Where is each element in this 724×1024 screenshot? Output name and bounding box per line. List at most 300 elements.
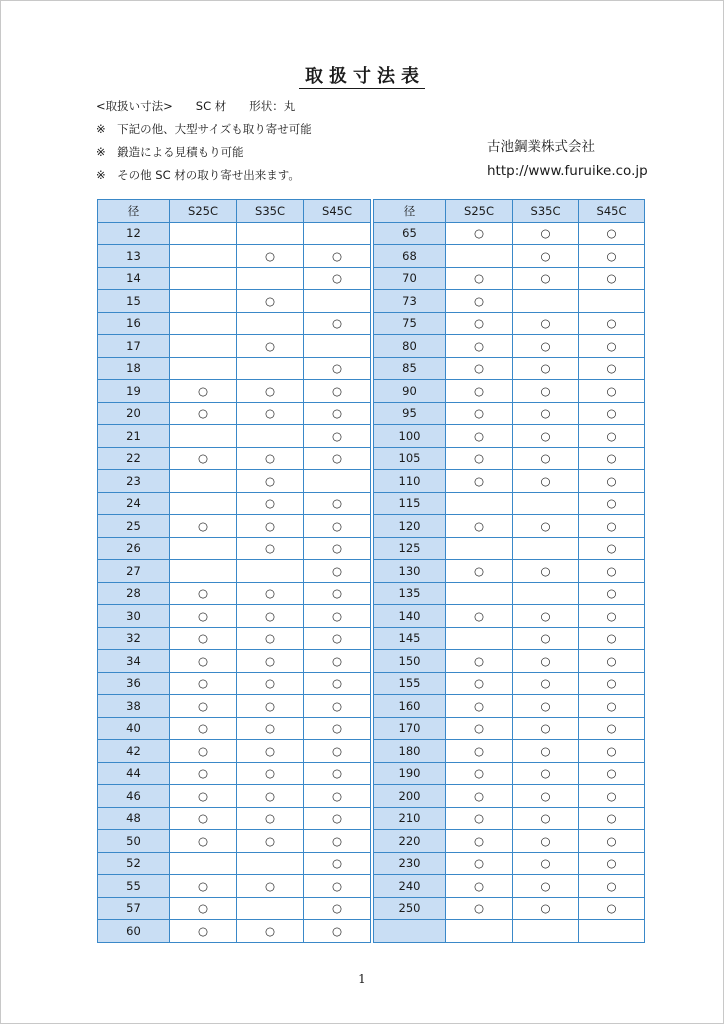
notes-block xyxy=(96,95,312,187)
availability-cell: ○ xyxy=(304,267,371,290)
availability-cell: ○ xyxy=(304,717,371,740)
availability-cell: ○ xyxy=(304,807,371,830)
availability-cell: ○ xyxy=(579,245,645,268)
availability-cell: ○ xyxy=(237,335,304,358)
availability-cell: ○ xyxy=(237,717,304,740)
availability-cell: ○ xyxy=(170,740,237,763)
availability-cell: ○ xyxy=(304,425,371,448)
availability-cell: ○ xyxy=(579,605,645,628)
availability-cell: ○ xyxy=(237,695,304,718)
diameter-cell: 16 xyxy=(98,312,170,335)
note-line: <取扱い寸法> SC 材 形状：丸 xyxy=(96,99,296,113)
availability-cell: ○ xyxy=(237,875,304,898)
table-row xyxy=(98,515,371,538)
availability-cell: ○ xyxy=(579,897,645,920)
table-row xyxy=(374,357,645,380)
availability-cell: ○ xyxy=(237,582,304,605)
availability-cell: ○ xyxy=(513,627,579,650)
table-row xyxy=(98,357,371,380)
diameter-cell: 38 xyxy=(98,695,170,718)
availability-cell: ○ xyxy=(446,335,513,358)
size-table-right xyxy=(373,199,645,943)
table-row xyxy=(98,290,371,313)
table-row xyxy=(374,470,645,493)
availability-cell xyxy=(579,920,645,943)
availability-cell: ○ xyxy=(579,447,645,470)
availability-cell xyxy=(170,335,237,358)
availability-cell: ○ xyxy=(304,897,371,920)
table-row xyxy=(374,560,645,583)
availability-cell: ○ xyxy=(170,830,237,853)
availability-cell: ○ xyxy=(304,762,371,785)
table-row xyxy=(98,785,371,808)
availability-cell: ○ xyxy=(579,335,645,358)
table-row xyxy=(374,380,645,403)
note-line: ※ 下記の他、大型サイズも取り寄せ可能 xyxy=(96,122,312,136)
table-row xyxy=(98,717,371,740)
availability-cell: ○ xyxy=(304,605,371,628)
availability-cell: ○ xyxy=(304,357,371,380)
availability-cell: ○ xyxy=(446,425,513,448)
table-row xyxy=(374,582,645,605)
table-row xyxy=(374,447,645,470)
availability-cell: ○ xyxy=(446,807,513,830)
availability-cell: ○ xyxy=(446,515,513,538)
diameter-cell: 55 xyxy=(98,875,170,898)
availability-cell xyxy=(579,290,645,313)
availability-cell: ○ xyxy=(304,627,371,650)
availability-cell: ○ xyxy=(579,717,645,740)
table-row xyxy=(98,920,371,943)
availability-cell: ○ xyxy=(170,627,237,650)
table-header-row xyxy=(98,200,371,223)
diameter-cell: 24 xyxy=(98,492,170,515)
availability-cell: ○ xyxy=(446,897,513,920)
availability-cell: ○ xyxy=(513,357,579,380)
availability-cell xyxy=(513,920,579,943)
availability-cell: ○ xyxy=(513,267,579,290)
diameter-cell: 75 xyxy=(374,312,446,335)
header-s35c: S35C xyxy=(513,200,579,223)
table-row xyxy=(374,785,645,808)
availability-cell: ○ xyxy=(513,605,579,628)
availability-cell: ○ xyxy=(513,852,579,875)
availability-cell: ○ xyxy=(579,582,645,605)
availability-cell: ○ xyxy=(579,560,645,583)
diameter-cell: 68 xyxy=(374,245,446,268)
availability-cell: ○ xyxy=(170,695,237,718)
availability-cell: ○ xyxy=(579,785,645,808)
diameter-cell: 40 xyxy=(98,717,170,740)
table-row xyxy=(98,447,371,470)
availability-cell: ○ xyxy=(513,830,579,853)
availability-cell: ○ xyxy=(446,852,513,875)
availability-cell: ○ xyxy=(513,897,579,920)
availability-cell: ○ xyxy=(579,830,645,853)
table-row xyxy=(374,830,645,853)
diameter-cell: 30 xyxy=(98,605,170,628)
availability-cell: ○ xyxy=(304,402,371,425)
availability-cell xyxy=(170,492,237,515)
diameter-cell: 100 xyxy=(374,425,446,448)
diameter-cell: 200 xyxy=(374,785,446,808)
availability-cell: ○ xyxy=(446,740,513,763)
availability-cell: ○ xyxy=(579,492,645,515)
availability-cell: ○ xyxy=(237,537,304,560)
header-diameter: 径 xyxy=(374,200,446,223)
availability-cell: ○ xyxy=(237,672,304,695)
diameter-cell: 130 xyxy=(374,560,446,583)
availability-cell xyxy=(304,290,371,313)
company-name: 古池鋼業株式会社 xyxy=(487,139,595,155)
table-row xyxy=(374,875,645,898)
availability-cell: ○ xyxy=(513,447,579,470)
table-row xyxy=(98,695,371,718)
table-row xyxy=(374,492,645,515)
availability-cell xyxy=(446,245,513,268)
availability-cell xyxy=(170,290,237,313)
availability-cell: ○ xyxy=(446,672,513,695)
availability-cell xyxy=(237,425,304,448)
table-row xyxy=(98,875,371,898)
availability-cell: ○ xyxy=(513,425,579,448)
availability-cell: ○ xyxy=(579,762,645,785)
availability-cell: ○ xyxy=(237,492,304,515)
diameter-cell: 36 xyxy=(98,672,170,695)
availability-cell xyxy=(170,245,237,268)
diameter-cell: 180 xyxy=(374,740,446,763)
availability-cell xyxy=(237,897,304,920)
diameter-cell: 57 xyxy=(98,897,170,920)
table-row xyxy=(374,920,645,943)
availability-cell: ○ xyxy=(304,852,371,875)
table-row xyxy=(374,695,645,718)
availability-cell: ○ xyxy=(513,785,579,808)
table-row xyxy=(98,402,371,425)
diameter-cell: 60 xyxy=(98,920,170,943)
table-row xyxy=(374,425,645,448)
diameter-cell: 240 xyxy=(374,875,446,898)
availability-cell: ○ xyxy=(513,515,579,538)
availability-cell: ○ xyxy=(170,380,237,403)
availability-cell: ○ xyxy=(446,357,513,380)
diameter-cell: 110 xyxy=(374,470,446,493)
diameter-cell: 160 xyxy=(374,695,446,718)
availability-cell: ○ xyxy=(237,762,304,785)
availability-cell: ○ xyxy=(513,717,579,740)
availability-cell: ○ xyxy=(579,807,645,830)
table-row xyxy=(374,402,645,425)
table-row xyxy=(374,335,645,358)
availability-cell xyxy=(446,492,513,515)
table-row xyxy=(98,605,371,628)
table-row xyxy=(98,672,371,695)
diameter-cell xyxy=(374,920,446,943)
diameter-cell: 20 xyxy=(98,402,170,425)
availability-cell: ○ xyxy=(170,785,237,808)
availability-cell: ○ xyxy=(170,875,237,898)
availability-cell: ○ xyxy=(237,627,304,650)
availability-cell: ○ xyxy=(170,920,237,943)
availability-cell xyxy=(170,425,237,448)
table-row xyxy=(374,762,645,785)
availability-cell: ○ xyxy=(579,650,645,673)
header-diameter: 径 xyxy=(98,200,170,223)
company-url: http://www.furuike.co.jp xyxy=(487,163,648,179)
availability-cell: ○ xyxy=(304,875,371,898)
availability-cell: ○ xyxy=(237,740,304,763)
header-s35c: S35C xyxy=(237,200,304,223)
availability-cell: ○ xyxy=(446,785,513,808)
availability-cell: ○ xyxy=(304,515,371,538)
availability-cell xyxy=(237,357,304,380)
availability-cell xyxy=(237,560,304,583)
availability-cell: ○ xyxy=(237,830,304,853)
availability-cell: ○ xyxy=(579,222,645,245)
diameter-cell: 155 xyxy=(374,672,446,695)
availability-cell: ○ xyxy=(579,470,645,493)
availability-cell xyxy=(170,852,237,875)
availability-cell: ○ xyxy=(304,830,371,853)
header-s45c: S45C xyxy=(579,200,645,223)
table-row xyxy=(98,830,371,853)
availability-cell: ○ xyxy=(170,605,237,628)
diameter-cell: 26 xyxy=(98,537,170,560)
availability-cell: ○ xyxy=(513,650,579,673)
diameter-cell: 85 xyxy=(374,357,446,380)
note-line: ※ 鍛造による見積もり可能 xyxy=(96,145,244,159)
table-row xyxy=(374,222,645,245)
availability-cell xyxy=(170,312,237,335)
availability-cell: ○ xyxy=(304,740,371,763)
diameter-cell: 190 xyxy=(374,762,446,785)
availability-cell: ○ xyxy=(513,875,579,898)
diameter-cell: 145 xyxy=(374,627,446,650)
availability-cell: ○ xyxy=(304,380,371,403)
availability-cell xyxy=(513,492,579,515)
diameter-cell: 21 xyxy=(98,425,170,448)
diameter-cell: 12 xyxy=(98,222,170,245)
availability-cell: ○ xyxy=(237,447,304,470)
availability-cell xyxy=(513,537,579,560)
diameter-cell: 105 xyxy=(374,447,446,470)
page-number: 1 xyxy=(358,972,366,986)
availability-cell xyxy=(237,222,304,245)
availability-cell xyxy=(237,267,304,290)
table-row xyxy=(98,380,371,403)
availability-cell: ○ xyxy=(579,852,645,875)
diameter-cell: 80 xyxy=(374,335,446,358)
availability-cell: ○ xyxy=(579,402,645,425)
availability-cell: ○ xyxy=(446,402,513,425)
availability-cell xyxy=(513,582,579,605)
availability-cell: ○ xyxy=(446,560,513,583)
availability-cell: ○ xyxy=(237,650,304,673)
availability-cell xyxy=(237,852,304,875)
availability-cell: ○ xyxy=(237,290,304,313)
note-line: ※ その他 SC 材の取り寄せ出来ます。 xyxy=(96,168,300,182)
availability-cell xyxy=(237,312,304,335)
diameter-cell: 65 xyxy=(374,222,446,245)
availability-cell: ○ xyxy=(513,470,579,493)
diameter-cell: 13 xyxy=(98,245,170,268)
availability-cell: ○ xyxy=(446,222,513,245)
availability-cell: ○ xyxy=(170,515,237,538)
availability-cell: ○ xyxy=(304,245,371,268)
availability-cell: ○ xyxy=(237,402,304,425)
availability-cell xyxy=(170,560,237,583)
availability-cell xyxy=(170,470,237,493)
table-row xyxy=(98,650,371,673)
table-row xyxy=(98,762,371,785)
table-row xyxy=(374,267,645,290)
diameter-cell: 23 xyxy=(98,470,170,493)
diameter-cell: 95 xyxy=(374,402,446,425)
availability-cell xyxy=(446,537,513,560)
availability-cell: ○ xyxy=(304,785,371,808)
diameter-cell: 18 xyxy=(98,357,170,380)
availability-cell: ○ xyxy=(513,740,579,763)
table-row xyxy=(98,425,371,448)
availability-cell: ○ xyxy=(170,672,237,695)
availability-cell: ○ xyxy=(170,717,237,740)
availability-cell xyxy=(446,627,513,650)
diameter-cell: 27 xyxy=(98,560,170,583)
table-row xyxy=(98,537,371,560)
diameter-cell: 28 xyxy=(98,582,170,605)
availability-cell: ○ xyxy=(304,672,371,695)
diameter-cell: 52 xyxy=(98,852,170,875)
diameter-cell: 46 xyxy=(98,785,170,808)
availability-cell: ○ xyxy=(170,897,237,920)
availability-cell: ○ xyxy=(237,807,304,830)
table-row xyxy=(98,470,371,493)
availability-cell: ○ xyxy=(237,245,304,268)
availability-cell: ○ xyxy=(304,920,371,943)
availability-cell: ○ xyxy=(446,290,513,313)
availability-cell xyxy=(170,537,237,560)
table-row xyxy=(98,897,371,920)
diameter-cell: 14 xyxy=(98,267,170,290)
availability-cell xyxy=(446,582,513,605)
availability-cell: ○ xyxy=(513,672,579,695)
diameter-cell: 73 xyxy=(374,290,446,313)
table-row xyxy=(98,852,371,875)
table-row xyxy=(374,852,645,875)
availability-cell: ○ xyxy=(304,650,371,673)
availability-cell: ○ xyxy=(170,447,237,470)
table-row xyxy=(374,650,645,673)
availability-cell: ○ xyxy=(579,537,645,560)
availability-cell: ○ xyxy=(237,515,304,538)
diameter-cell: 22 xyxy=(98,447,170,470)
diameter-cell: 125 xyxy=(374,537,446,560)
diameter-cell: 25 xyxy=(98,515,170,538)
availability-cell: ○ xyxy=(513,560,579,583)
availability-cell: ○ xyxy=(170,762,237,785)
availability-cell: ○ xyxy=(513,402,579,425)
availability-cell: ○ xyxy=(237,605,304,628)
availability-cell: ○ xyxy=(237,380,304,403)
table-row xyxy=(98,267,371,290)
table-row xyxy=(98,807,371,830)
availability-cell: ○ xyxy=(304,492,371,515)
availability-cell: ○ xyxy=(446,605,513,628)
availability-cell: ○ xyxy=(170,650,237,673)
availability-cell: ○ xyxy=(304,560,371,583)
diameter-cell: 120 xyxy=(374,515,446,538)
diameter-cell: 210 xyxy=(374,807,446,830)
table-row xyxy=(374,672,645,695)
availability-cell: ○ xyxy=(579,740,645,763)
availability-cell: ○ xyxy=(579,380,645,403)
availability-cell: ○ xyxy=(446,380,513,403)
availability-cell: ○ xyxy=(446,447,513,470)
table-row xyxy=(374,807,645,830)
page-title: 取扱寸法表 xyxy=(0,62,724,88)
availability-cell: ○ xyxy=(513,245,579,268)
diameter-cell: 50 xyxy=(98,830,170,853)
diameter-cell: 34 xyxy=(98,650,170,673)
availability-cell xyxy=(304,335,371,358)
table-row xyxy=(98,627,371,650)
availability-cell: ○ xyxy=(446,717,513,740)
availability-cell: ○ xyxy=(170,402,237,425)
availability-cell: ○ xyxy=(579,672,645,695)
diameter-cell: 42 xyxy=(98,740,170,763)
diameter-cell: 230 xyxy=(374,852,446,875)
header-s45c: S45C xyxy=(304,200,371,223)
availability-cell: ○ xyxy=(304,537,371,560)
table-row xyxy=(374,717,645,740)
availability-cell: ○ xyxy=(446,830,513,853)
diameter-cell: 19 xyxy=(98,380,170,403)
availability-cell: ○ xyxy=(579,312,645,335)
availability-cell: ○ xyxy=(446,875,513,898)
availability-cell: ○ xyxy=(170,807,237,830)
table-row xyxy=(374,290,645,313)
diameter-cell: 32 xyxy=(98,627,170,650)
availability-cell xyxy=(170,357,237,380)
availability-cell: ○ xyxy=(304,447,371,470)
availability-cell: ○ xyxy=(513,335,579,358)
availability-cell: ○ xyxy=(446,312,513,335)
availability-cell: ○ xyxy=(579,425,645,448)
table-row xyxy=(98,740,371,763)
availability-cell: ○ xyxy=(446,650,513,673)
diameter-cell: 15 xyxy=(98,290,170,313)
availability-cell: ○ xyxy=(579,627,645,650)
availability-cell: ○ xyxy=(513,222,579,245)
table-header-row xyxy=(374,200,645,223)
table-row xyxy=(374,515,645,538)
diameter-cell: 220 xyxy=(374,830,446,853)
company-block xyxy=(487,135,648,183)
diameter-cell: 115 xyxy=(374,492,446,515)
diameter-cell: 250 xyxy=(374,897,446,920)
availability-cell: ○ xyxy=(446,470,513,493)
availability-cell: ○ xyxy=(513,807,579,830)
table-row xyxy=(98,312,371,335)
availability-cell: ○ xyxy=(513,695,579,718)
diameter-cell: 48 xyxy=(98,807,170,830)
availability-cell: ○ xyxy=(513,312,579,335)
diameter-cell: 44 xyxy=(98,762,170,785)
diameter-cell: 90 xyxy=(374,380,446,403)
table-row xyxy=(374,605,645,628)
availability-cell: ○ xyxy=(579,875,645,898)
availability-cell: ○ xyxy=(446,695,513,718)
